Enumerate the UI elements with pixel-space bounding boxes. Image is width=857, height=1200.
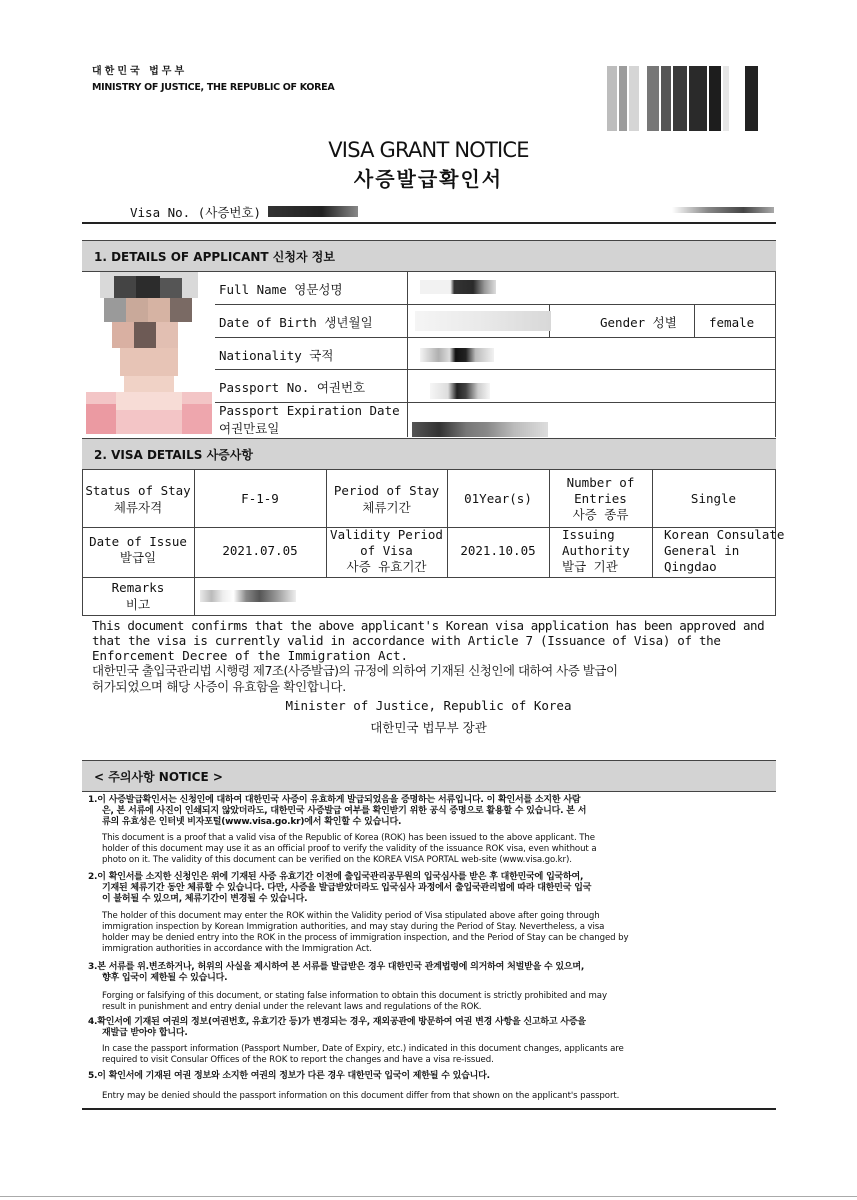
ministry-name-english: MINISTRY OF JUSTICE, THE REPUBLIC OF KOREA — [92, 82, 335, 93]
visa-grid-line — [82, 577, 775, 578]
notice-2-korean-line3: 이 불허될 수 있으며, 체류기간이 변경될 수 있습니다. — [102, 894, 308, 904]
authority-value-line3: Qingdao — [664, 559, 717, 574]
full-name-label: Full Name 영문성명 — [219, 282, 343, 297]
applicant-photo — [86, 272, 212, 434]
notice-5-korean-line1: 5.이 확인서에 기재된 여권 정보와 소지한 여권의 정보가 다른 경우 대한민국 입국이 제한될 수 있습니다. — [88, 1071, 490, 1081]
notice-1-english-line3: photo on it. The validity of this document can be verified on the KOREA VISA PORTAL web-site (www.visa.go.kr). — [102, 855, 572, 865]
status-of-stay-label-english: Status of Stay — [85, 483, 191, 498]
notice-3-korean-line2: 향후 입국이 제한될 수 있습니다. — [102, 973, 228, 983]
passport-expiration-label-korean: 여권만료일 — [219, 421, 280, 436]
notice-3-english-line2: result in punishment and entry denial under the relevant laws and regulations of the ROK. — [102, 1002, 482, 1012]
confirmation-english-line1: This document confirms that the above applicant's Korean visa application has been approved and — [92, 618, 765, 633]
passport-number-label: Passport No. 여권번호 — [219, 380, 366, 395]
status-of-stay-value: F-1-9 — [241, 491, 279, 506]
notice-2-korean-line2: 기재된 체류기간 동안 체류할 수 있습니다. 다만, 사증을 발급받았더라도 입국심사 과정에서 출입국관리법에 따라 대한민국 입국 — [102, 883, 592, 893]
visa-number-underline — [82, 222, 776, 224]
notice-1-korean-line1: 1.이 사증발급확인서는 신청인에 대하여 대한민국 사증이 유효하게 발급되었음을 증명하는 서류입니다. 이 확인서를 소지한 사람 — [88, 795, 581, 805]
section-applicant-title: 1. DETAILS OF APPLICANT 신청자 정보 — [94, 250, 335, 264]
status-of-stay-label-korean: 체류자격 — [113, 500, 163, 515]
passport-expiration-label-english: Passport Expiration Date — [219, 403, 400, 418]
ministry-name-korean: 대한민국 법무부 — [92, 66, 188, 77]
redacted-full-name — [420, 280, 496, 294]
redacted-remarks — [200, 590, 296, 602]
period-of-stay-label-english: Period of Stay — [333, 483, 440, 498]
entries-label-line1: Number of — [566, 475, 635, 490]
redacted-nationality — [420, 348, 494, 362]
notice-1-english-line1: This document is a proof that a valid visa of the Republic of Korea (ROK) has been issued to the above applicant. The — [102, 833, 595, 843]
signer-english: Minister of Justice, Republic of Korea — [285, 698, 572, 713]
section-applicant-header — [82, 240, 776, 272]
notice-bottom-rule — [82, 1108, 776, 1110]
notice-3-english-line1: Forging or falsifying of this document, or stating false information to obtain this document is strictly prohibited and may — [102, 991, 607, 1001]
remarks-label-english: Remarks — [111, 580, 165, 595]
notice-title: < 주의사항 NOTICE > — [94, 770, 223, 784]
visa-number-label: Visa No. (사증번호) — [130, 205, 262, 220]
page-edge-line — [0, 1196, 857, 1197]
authority-label-line2: Authority — [562, 543, 630, 558]
validity-label-line1: Validity Period — [330, 527, 443, 542]
applicant-row-line — [215, 271, 775, 272]
entries-label-line2: Entries — [574, 491, 627, 506]
redacted-visa-number — [268, 206, 358, 217]
date-of-issue-label-english: Date of Issue — [89, 534, 187, 549]
notice-2-english-line2: immigration inspection by Korean Immigration authorities, and may stay during the Period of Stay. Nevertheless, a visa — [102, 922, 605, 932]
notice-4-english-line2: required to visit Consular Offices of the ROK to report the changes and have a visa re-issued. — [102, 1055, 494, 1065]
redacted-passport-number — [430, 383, 490, 399]
confirmation-english-line2: that the visa is currently valid in accordance with Article 7 (Issuance of Visa) of the — [92, 633, 721, 648]
authority-label-line1: Issuing — [562, 527, 615, 542]
section-visa-details-header — [82, 438, 776, 470]
notice-4-korean-line2: 재발급 받아야 합니다. — [102, 1028, 188, 1038]
authority-value-line2: General in — [664, 543, 740, 558]
visa-grid-line — [82, 615, 775, 616]
notice-1-english-line2: holder of this document may use it as an official proof to verify the validity of the issuance ROK visa, even whithout a — [102, 844, 597, 854]
visa-grid-line — [447, 470, 448, 578]
remarks-label-korean: 비고 — [125, 597, 151, 612]
notice-5-english-line1: Entry may be denied should the passport information on this document differ from that shown on the applicant's passport. — [102, 1091, 620, 1101]
applicant-row-line — [215, 304, 775, 305]
notice-1-korean-line2: 은, 본 서류에 사진이 인쇄되지 않았더라도, 대한민국 사증발급 여부를 확인받기 위한 공식 증명으로 활용할 수 있습니다. 본 서 — [102, 806, 587, 816]
notice-4-english-line1: In case the passport information (Passport Number, Date of Expiry, etc.) indicated in this document changes, applicants are — [102, 1044, 624, 1054]
date-of-birth-label: Date of Birth 생년월일 — [219, 315, 373, 330]
notice-2-english-line3: holder may be denied entry into the ROK in the process of immigration inspection, and the Period of Stay can be changed by — [102, 933, 629, 943]
notice-4-korean-line1: 4.확인서에 기재된 여권의 정보(여권번호, 유효기간 등)가 변경되는 경우, 재외공관에 방문하여 여권 변경 사항을 신고하고 사증을 — [88, 1017, 586, 1027]
confirmation-korean-line1: 대한민국 출입국관리법 시행령 제7조(사증발급)의 규정에 의하여 기재된 신청인에 대하여 사증 발급이 — [92, 663, 618, 678]
confirmation-english-line3: Enforcement Decree of the Immigration Act. — [92, 648, 409, 663]
period-of-stay-value: 01Year(s) — [464, 491, 532, 506]
applicant-col-line — [694, 304, 695, 337]
confirmation-korean-line2: 허가되었으며 해당 사증이 유효함을 확인합니다. — [92, 679, 346, 694]
visa-grid-line — [652, 470, 653, 578]
notice-2-korean-line1: 2.이 확인서를 소지한 신청인은 위에 기재된 사증 유효기간 이전에 출입국관리공무원의 입국심사를 받은 후 대한민국에 입국하여, — [88, 872, 584, 882]
redacted-reference — [672, 207, 774, 213]
authority-value-line1: Korean Consulate — [664, 527, 785, 542]
document-title-english: VISA GRANT NOTICE — [328, 138, 529, 162]
date-of-issue-value: 2021.07.05 — [222, 543, 298, 558]
period-of-stay-label-korean: 체류기간 — [362, 500, 411, 515]
date-of-issue-label-korean: 발급일 — [119, 550, 157, 565]
notice-1-korean-line3: 류의 유효성은 인터넷 비자포털(www.visa.go.kr)에서 확인할 수 있습니다. — [102, 817, 402, 827]
gender-label: Gender 성별 — [600, 315, 677, 330]
notice-2-english-line1: The holder of this document may enter the ROK within the Validity period of Visa stipulated above after going through — [102, 911, 600, 921]
applicant-col-line — [775, 271, 776, 437]
document-title-korean: 사증발급확인서 — [353, 167, 504, 191]
applicant-row-line — [215, 337, 775, 338]
validity-value: 2021.10.05 — [460, 543, 536, 558]
notice-2-english-line4: immigration authorities in accordance with the Immigration Act. — [102, 944, 372, 954]
entries-value: Single — [690, 491, 737, 506]
redacted-passport-expiration — [412, 422, 548, 437]
authority-label-korean: 발급 기관 — [562, 559, 618, 574]
redacted-barcode — [607, 66, 759, 131]
section-visa-details-title: 2. VISA DETAILS 사증사항 — [94, 448, 253, 462]
nationality-label: Nationality 국적 — [219, 348, 334, 363]
notice-3-korean-line1: 3.본 서류를 위.변조하거나, 허위의 사실을 제시하여 본 서류를 발급받은 경우 대한민국 관계법령에 의거하여 처벌받을 수 있으며, — [88, 962, 585, 972]
applicant-row-line — [215, 369, 775, 370]
redacted-date-of-birth — [415, 311, 551, 331]
validity-label-line2: of Visa — [360, 543, 413, 558]
gender-value: female — [709, 315, 755, 330]
entries-label-korean: 사증 종류 — [572, 507, 629, 522]
validity-label-korean: 사증 유효기간 — [346, 559, 427, 574]
notice-header — [82, 760, 776, 792]
applicant-col-line — [407, 271, 408, 437]
signer-korean: 대한민국 법무부 장관 — [370, 720, 487, 735]
